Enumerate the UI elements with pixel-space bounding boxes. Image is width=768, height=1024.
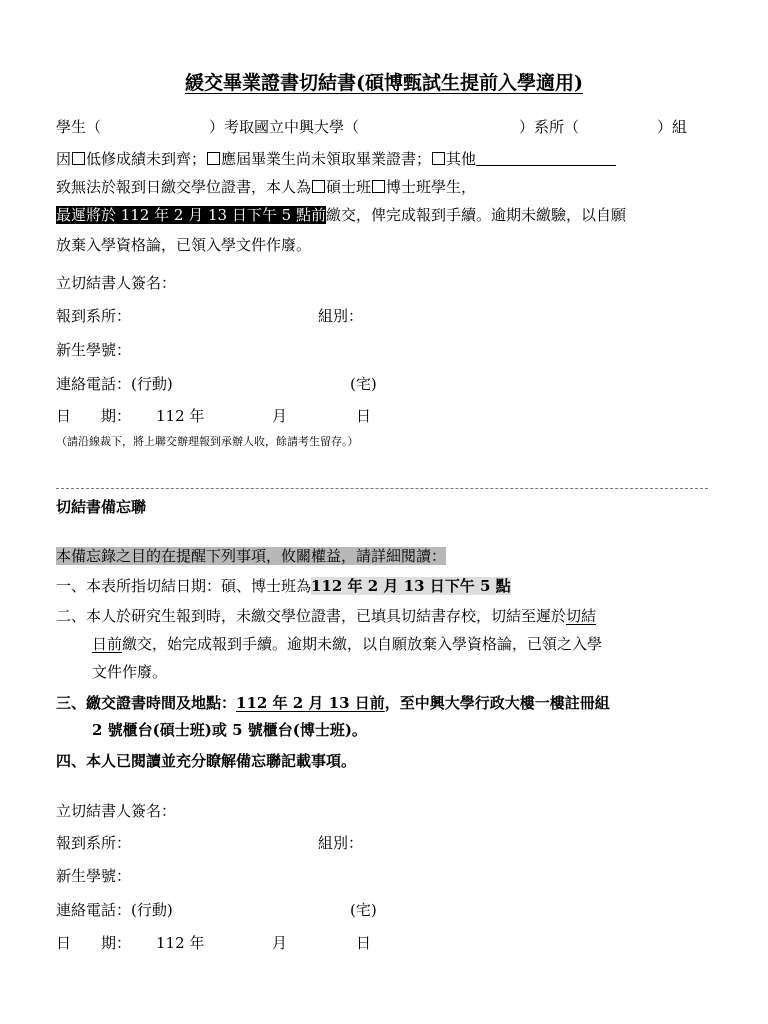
group-label-top: 組別：: [318, 307, 364, 325]
document-title: [0, 68, 768, 95]
paragraph-line-4: 最遲將於 112 年 2 月 13 日下午 5 點前繳交，俾完成報到手續。逾期未繳驗，以自願: [56, 206, 626, 224]
date-day-top: 日: [356, 407, 372, 425]
memo-item-2-end: 文件作廢。: [92, 663, 168, 681]
phone-label-top: 連絡電話：(行動): [56, 375, 173, 393]
signature-label-bottom: 立切結書人簽名：: [56, 802, 177, 820]
checkbox-no-diploma[interactable]: [207, 152, 220, 165]
paragraph-line-2: 因 低修成績未到齊； 應屆畢業生尚未領取畢業證書； 其他: [56, 148, 616, 170]
paragraph-line-5: 放棄入學資格論，已領入學文件作廢。: [56, 236, 312, 254]
date-label-bottom: 日 期：: [56, 934, 132, 952]
checkbox-master[interactable]: [312, 180, 325, 193]
home-phone-label-top: (宅): [350, 375, 377, 393]
date-month-top: 月: [272, 407, 288, 425]
dept-label-top: 報到系所：: [56, 307, 132, 325]
checkbox-doctoral[interactable]: [372, 180, 385, 193]
memo-item-2: 二、本人於研究生報到時，未繳交學位證書，已填具切結書存校，切結至遲於切結: [56, 607, 597, 625]
other-reason-blank[interactable]: [476, 151, 616, 166]
date-year-top: 112 年: [156, 407, 205, 425]
memo-intro: 本備忘錄之目的在提醒下列事項，攸關權益，請詳細閱讀：: [56, 547, 447, 565]
deadline-highlight: 最遲將於 112 年 2 月 13 日下午 5 點前: [56, 206, 326, 224]
checkbox-other[interactable]: [432, 152, 445, 165]
memo-item-2-cont: 日前繳交，始完成報到手續。逾期未繳，以自願放棄入學資格論，已領之入學: [92, 635, 603, 653]
date-day-bottom: 日: [356, 934, 372, 952]
date-month-bottom: 月: [272, 934, 288, 952]
phone-label-bottom: 連絡電話：(行動): [56, 901, 173, 919]
date-year-bottom: 112 年: [156, 934, 205, 952]
date-label-top: 日 期：: [56, 407, 132, 425]
signature-label-top: 立切結書人簽名：: [56, 274, 177, 292]
checkbox-low-credits[interactable]: [72, 152, 85, 165]
home-phone-label-bottom: (宅): [350, 901, 377, 919]
paragraph-line-1: 學生（ ）考取國立中興大學（ ）系所（ ）組: [56, 118, 688, 136]
memo-heading: 切結書備忘聯: [56, 498, 147, 516]
group-label-bottom: 組別：: [318, 834, 364, 852]
student-id-label-top: 新生學號：: [56, 341, 132, 359]
memo-item-1: 一、本表所指切結日期：碩、博士班為112 年 2 月 13 日下午 5 點: [56, 577, 511, 595]
dept-label-bottom: 報到系所：: [56, 834, 132, 852]
memo-item-3: 三、繳交證書時間及地點：112 年 2 月 13 日前，至中興大學行政大樓一樓註冊組: [56, 694, 610, 712]
memo-item-4: 四、本人已閱讀並充分瞭解備忘聯記載事項。: [56, 752, 357, 770]
student-id-label-bottom: 新生學號：: [56, 867, 132, 885]
title-text: 緩交畢業證書切結書(碩博甄試生提前入學適用): [185, 72, 583, 94]
cut-line: [56, 488, 708, 489]
memo-item-3-cont: 2 號櫃台(碩士班)或 5 號櫃台(博士班)。: [92, 721, 367, 739]
cut-instruction-note: （請沿線裁下，將上聯交辦理報到承辦人收，餘請考生留存。）: [56, 435, 359, 448]
paragraph-line-3: 致無法於報到日繳交學位證書，本人為 碩士班 博士班學生，: [56, 178, 477, 196]
